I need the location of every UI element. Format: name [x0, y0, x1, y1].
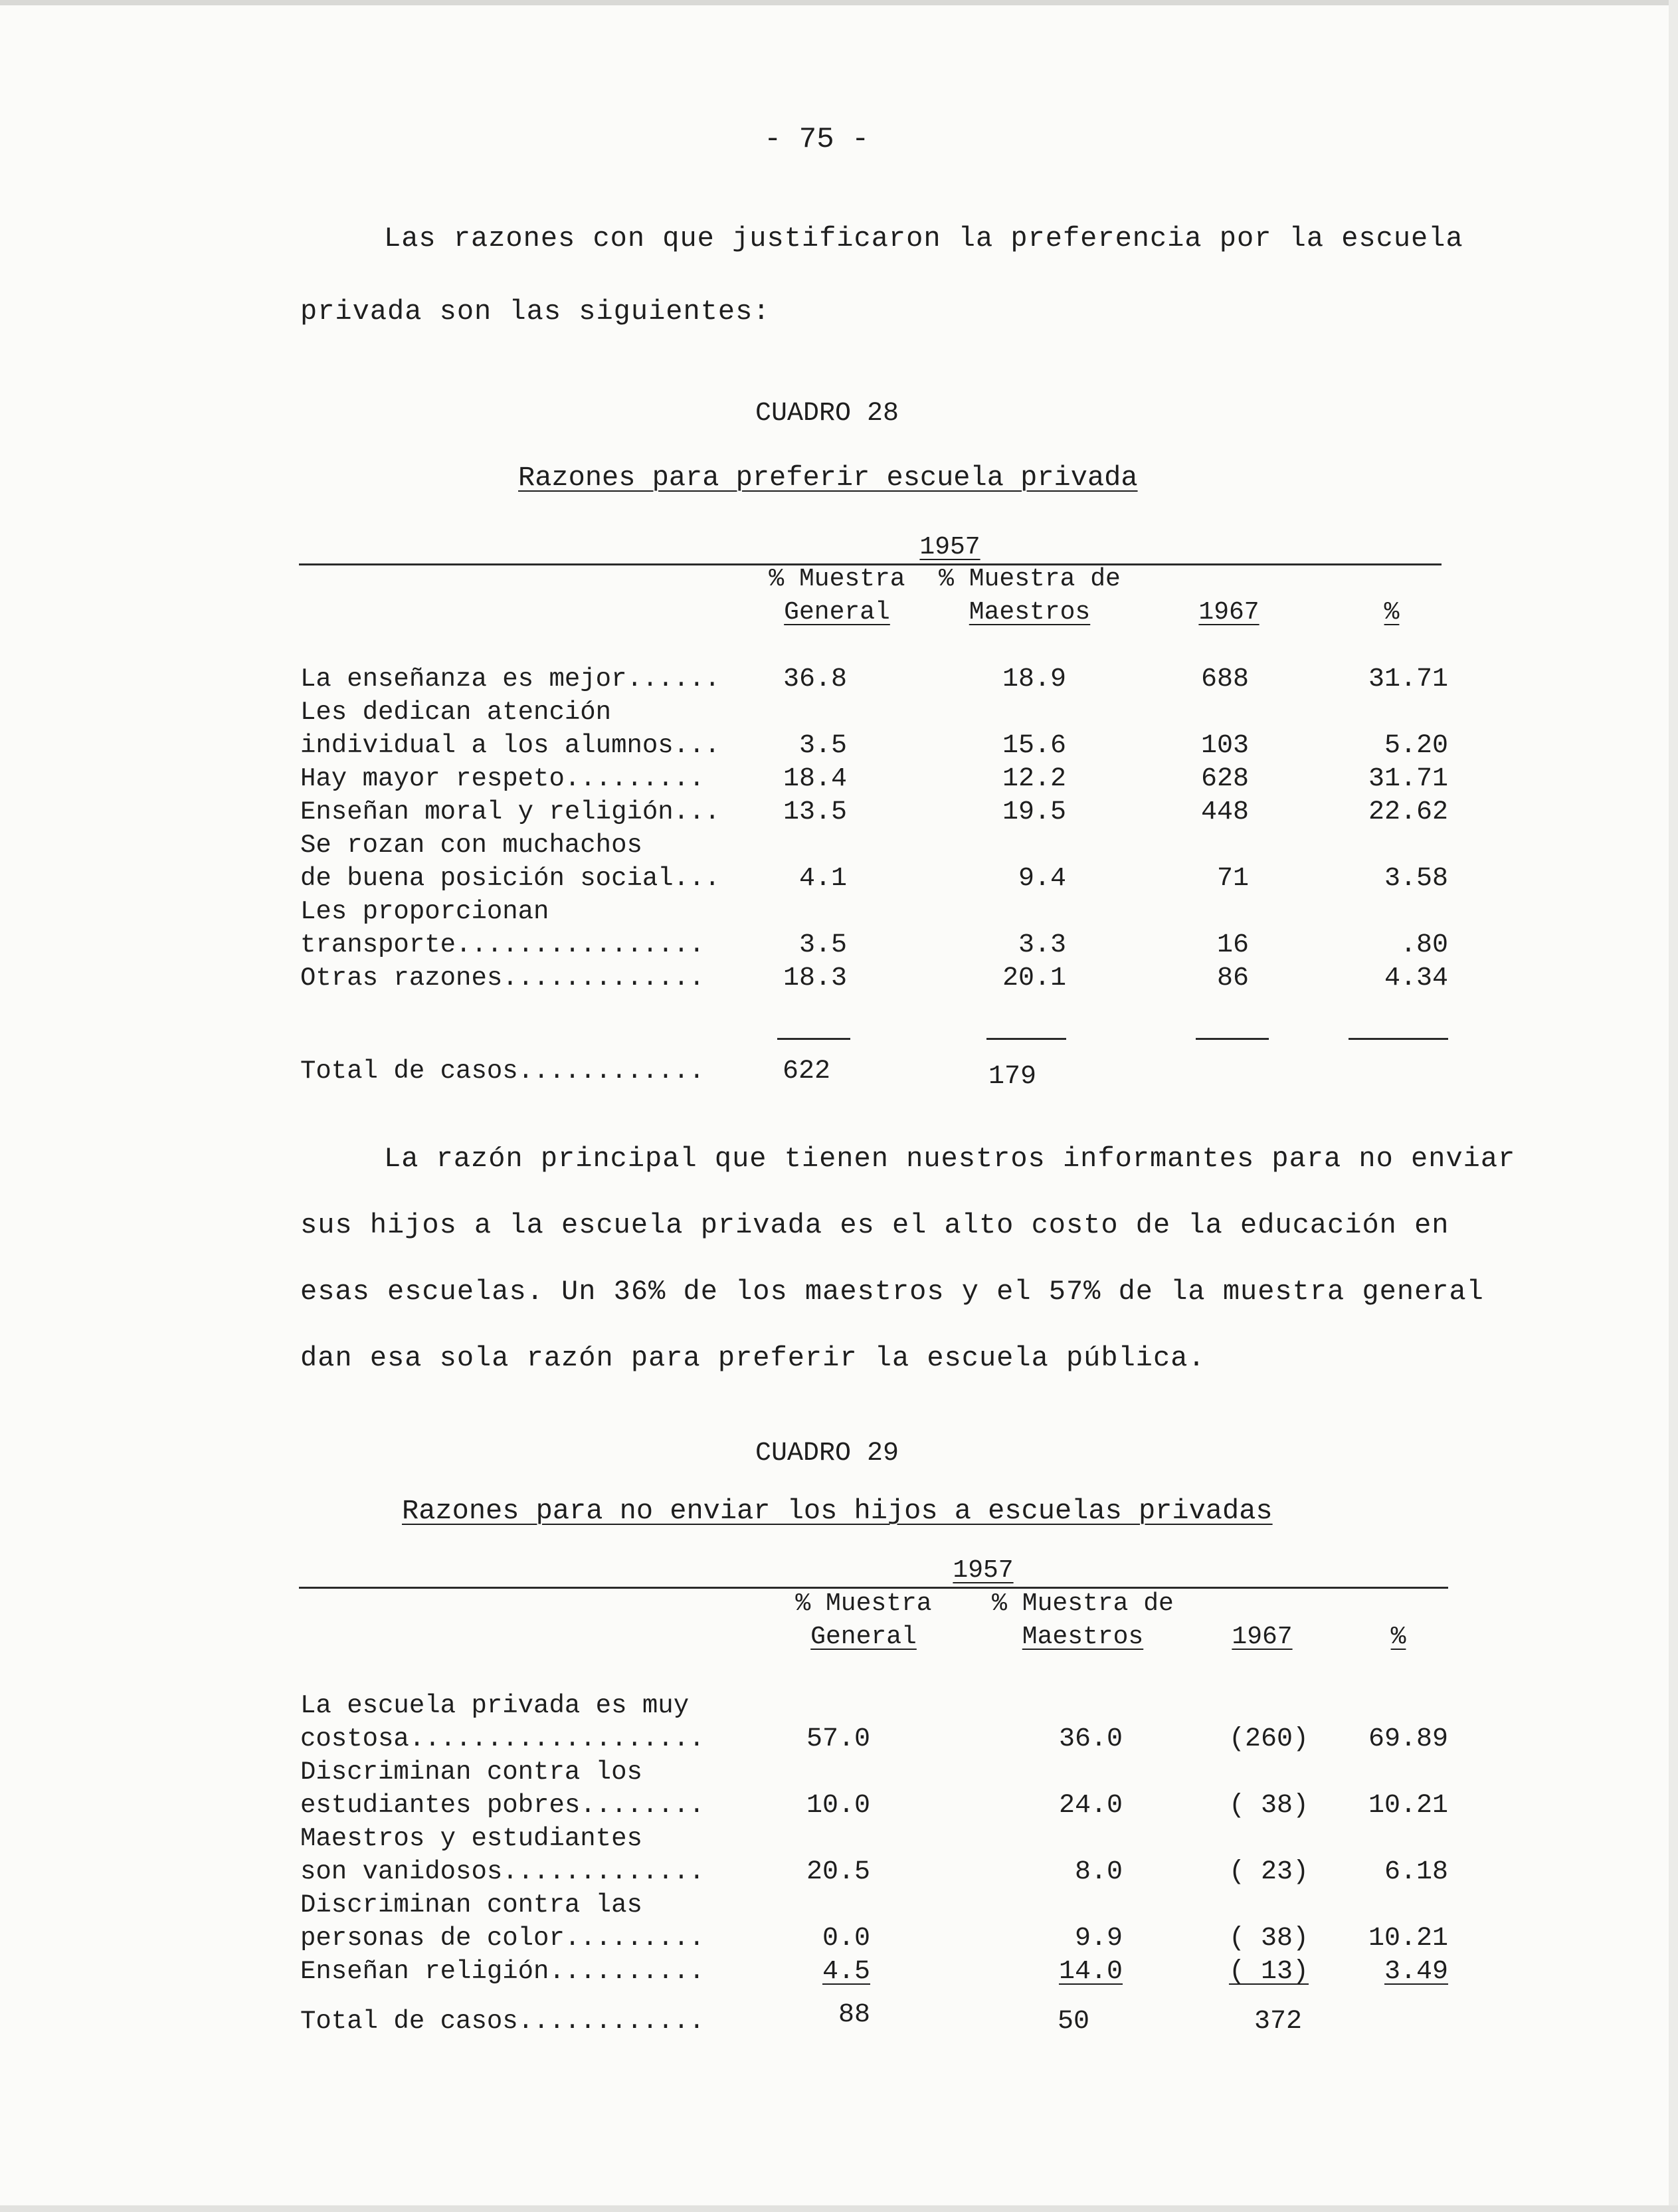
table28-cell-1967: 688: [1200, 664, 1249, 694]
table28-row-label: Les dedican atención: [300, 698, 612, 727]
table29-title: Razones para no enviar los hijos a escuelas privadas: [402, 1495, 1273, 1527]
table29-total-1967: 372: [1254, 2007, 1302, 2037]
table28-cell-1967: 103: [1200, 731, 1249, 761]
table28-cell-general: 18.4: [783, 764, 847, 794]
table28-cell-pct: 31.71: [1368, 764, 1448, 794]
table28-sum-line-pct: [1349, 1038, 1448, 1040]
table28-col3-header: 1967: [1198, 598, 1259, 627]
table29-cell-maestros: 36.0: [1058, 1724, 1123, 1754]
table28-cell-maestros: 3.3: [1018, 930, 1066, 960]
table29-row-label: estudiantes pobres........: [300, 1791, 705, 1820]
table28-total-general: 622: [782, 1056, 830, 1086]
table28-col4-header: %: [1384, 598, 1400, 627]
middle-paragraph-line-2: sus hijos a la escuela privada es el alto costo de la educación en: [300, 1209, 1449, 1241]
intro-line-2: privada son las siguientes:: [300, 296, 771, 328]
table28-cell-pct: 31.71: [1368, 664, 1448, 694]
table29-cell-general: 10.0: [806, 1791, 870, 1821]
table28-row-label: de buena posición social...: [300, 864, 720, 893]
table28-cell-pct: 5.20: [1384, 731, 1448, 761]
table28-sum-line-1967: [1196, 1038, 1269, 1040]
table28-total-label: Total de casos............: [300, 1056, 705, 1086]
table28-cell-pct: 4.34: [1384, 963, 1448, 993]
table29-col4-header: %: [1390, 1623, 1406, 1651]
middle-paragraph-line-4: dan esa sola razón para preferir la escuela pública.: [300, 1342, 1206, 1374]
table29-cell-general: 20.5: [806, 1857, 870, 1887]
table28-cell-general: 36.8: [783, 664, 847, 694]
table29-row-label: La escuela privada es muy: [300, 1691, 690, 1720]
intro-line-1: Las razones con que justificaron la preferencia por la escuela: [384, 223, 1463, 254]
table29-cell-pct: 10.21: [1368, 1924, 1448, 1954]
table28-cell-pct: .80: [1400, 930, 1448, 960]
table29-row-label: son vanidosos.............: [300, 1857, 705, 1886]
table29-row-label: costosa...................: [300, 1724, 705, 1754]
table29-year-group: 1957: [953, 1556, 1014, 1585]
table28-cell-maestros: 18.9: [1002, 664, 1066, 694]
table28-total-maestros: 179: [988, 1062, 1036, 1092]
table28-row-label: Se rozan con muchachos: [300, 831, 642, 860]
middle-paragraph-line-3: esas escuelas. Un 36% de los maestros y el 57% de la muestra general: [300, 1276, 1484, 1308]
page-right-edge: [1669, 0, 1678, 2212]
table29-row-label: personas de color.........: [300, 1924, 705, 1953]
table29-col1-line1: % Muestra: [795, 1589, 932, 1618]
page-number: - 75 -: [764, 123, 870, 156]
table28-col1-line1: % Muestra: [769, 565, 905, 593]
table28-cell-maestros: 19.5: [1002, 797, 1066, 827]
table29-row-label: Discriminan contra las: [300, 1890, 642, 1920]
table29-row-label: Maestros y estudiantes: [300, 1824, 642, 1853]
table28-cell-general: 4.1: [798, 864, 847, 894]
table28-row-label: individual a los alumnos...: [300, 731, 720, 760]
table29-row-label: Enseñan religión..........: [300, 1957, 705, 1986]
table28-cell-1967: 628: [1200, 764, 1249, 794]
table28-cell-1967: 448: [1200, 797, 1249, 827]
table29-cell-maestros: 14.0: [1058, 1957, 1123, 1987]
table29-cell-general: 57.0: [806, 1724, 870, 1754]
table29-cell-1967: ( 23): [1228, 1857, 1309, 1887]
table29-cell-maestros: 9.9: [1074, 1924, 1123, 1954]
table28-cell-general: 3.5: [798, 731, 847, 761]
table29-cell-pct: 3.49: [1384, 1957, 1448, 1987]
table28-row-label: Otras razones.............: [300, 963, 705, 993]
table28-cell-1967: 86: [1216, 963, 1249, 993]
table29-col2-line1: % Muestra de: [992, 1589, 1174, 1618]
table29-cell-general: 0.0: [822, 1924, 870, 1954]
middle-paragraph-line-1: La razón principal que tienen nuestros informantes para no enviar: [384, 1143, 1516, 1175]
page-top-edge: [0, 0, 1678, 5]
table29-total-label: Total de casos............: [300, 2007, 705, 2036]
table28-label: CUADRO 28: [755, 399, 899, 429]
table28-col2-line1: % Muestra de: [939, 565, 1121, 593]
table28-cell-1967: 71: [1216, 864, 1249, 894]
page-bottom-edge: [0, 2205, 1678, 2212]
table28-title: Razones para preferir escuela privada: [518, 462, 1138, 494]
table29-cell-general: 4.5: [822, 1957, 870, 1987]
table28-cell-maestros: 20.1: [1002, 963, 1066, 993]
table29-row-label: Discriminan contra los: [300, 1758, 642, 1787]
table29-cell-maestros: 8.0: [1074, 1857, 1123, 1887]
table29-cell-pct: 6.18: [1384, 1857, 1448, 1887]
table29-label: CUADRO 29: [755, 1439, 899, 1468]
table28-cell-maestros: 15.6: [1002, 731, 1066, 761]
table28-sum-line-maestros: [986, 1038, 1066, 1040]
table29-total-maestros: 50: [1057, 2007, 1089, 2037]
table28-cell-1967: 16: [1216, 930, 1249, 960]
table29-cell-pct: 10.21: [1368, 1791, 1448, 1821]
table28-cell-general: 18.3: [783, 963, 847, 993]
table28-cell-general: 3.5: [798, 930, 847, 960]
table28-cell-general: 13.5: [783, 797, 847, 827]
table29-col3-header: 1967: [1232, 1623, 1293, 1651]
table28-cell-maestros: 9.4: [1018, 864, 1066, 894]
table29-cell-maestros: 24.0: [1058, 1791, 1123, 1821]
table28-sum-line-general: [777, 1038, 850, 1040]
table28-col1-line2: General: [784, 598, 890, 627]
table28-cell-maestros: 12.2: [1002, 764, 1066, 794]
table29-cell-1967: ( 13): [1228, 1957, 1309, 1987]
table28-cell-pct: 3.58: [1384, 864, 1448, 894]
table29-cell-1967: (260): [1228, 1724, 1309, 1754]
table29-cell-pct: 69.89: [1368, 1724, 1448, 1754]
table28-row-label: Enseñan moral y religión...: [300, 797, 720, 827]
table28-cell-pct: 22.62: [1368, 797, 1448, 827]
table28-col2-line2: Maestros: [969, 598, 1091, 627]
table28-row-label: Les proporcionan: [300, 897, 549, 926]
table28-year-group: 1957: [919, 533, 980, 561]
table29-total-general: 88: [838, 2000, 870, 2030]
table28-row-label: La enseñanza es mejor......: [300, 664, 720, 694]
table28-row-label: transporte................: [300, 930, 705, 959]
table29-col1-line2: General: [810, 1623, 917, 1651]
table28-row-label: Hay mayor respeto.........: [300, 764, 705, 793]
table29-cell-1967: ( 38): [1228, 1791, 1309, 1821]
table29-cell-1967: ( 38): [1228, 1924, 1309, 1954]
table29-col2-line2: Maestros: [1022, 1623, 1144, 1651]
